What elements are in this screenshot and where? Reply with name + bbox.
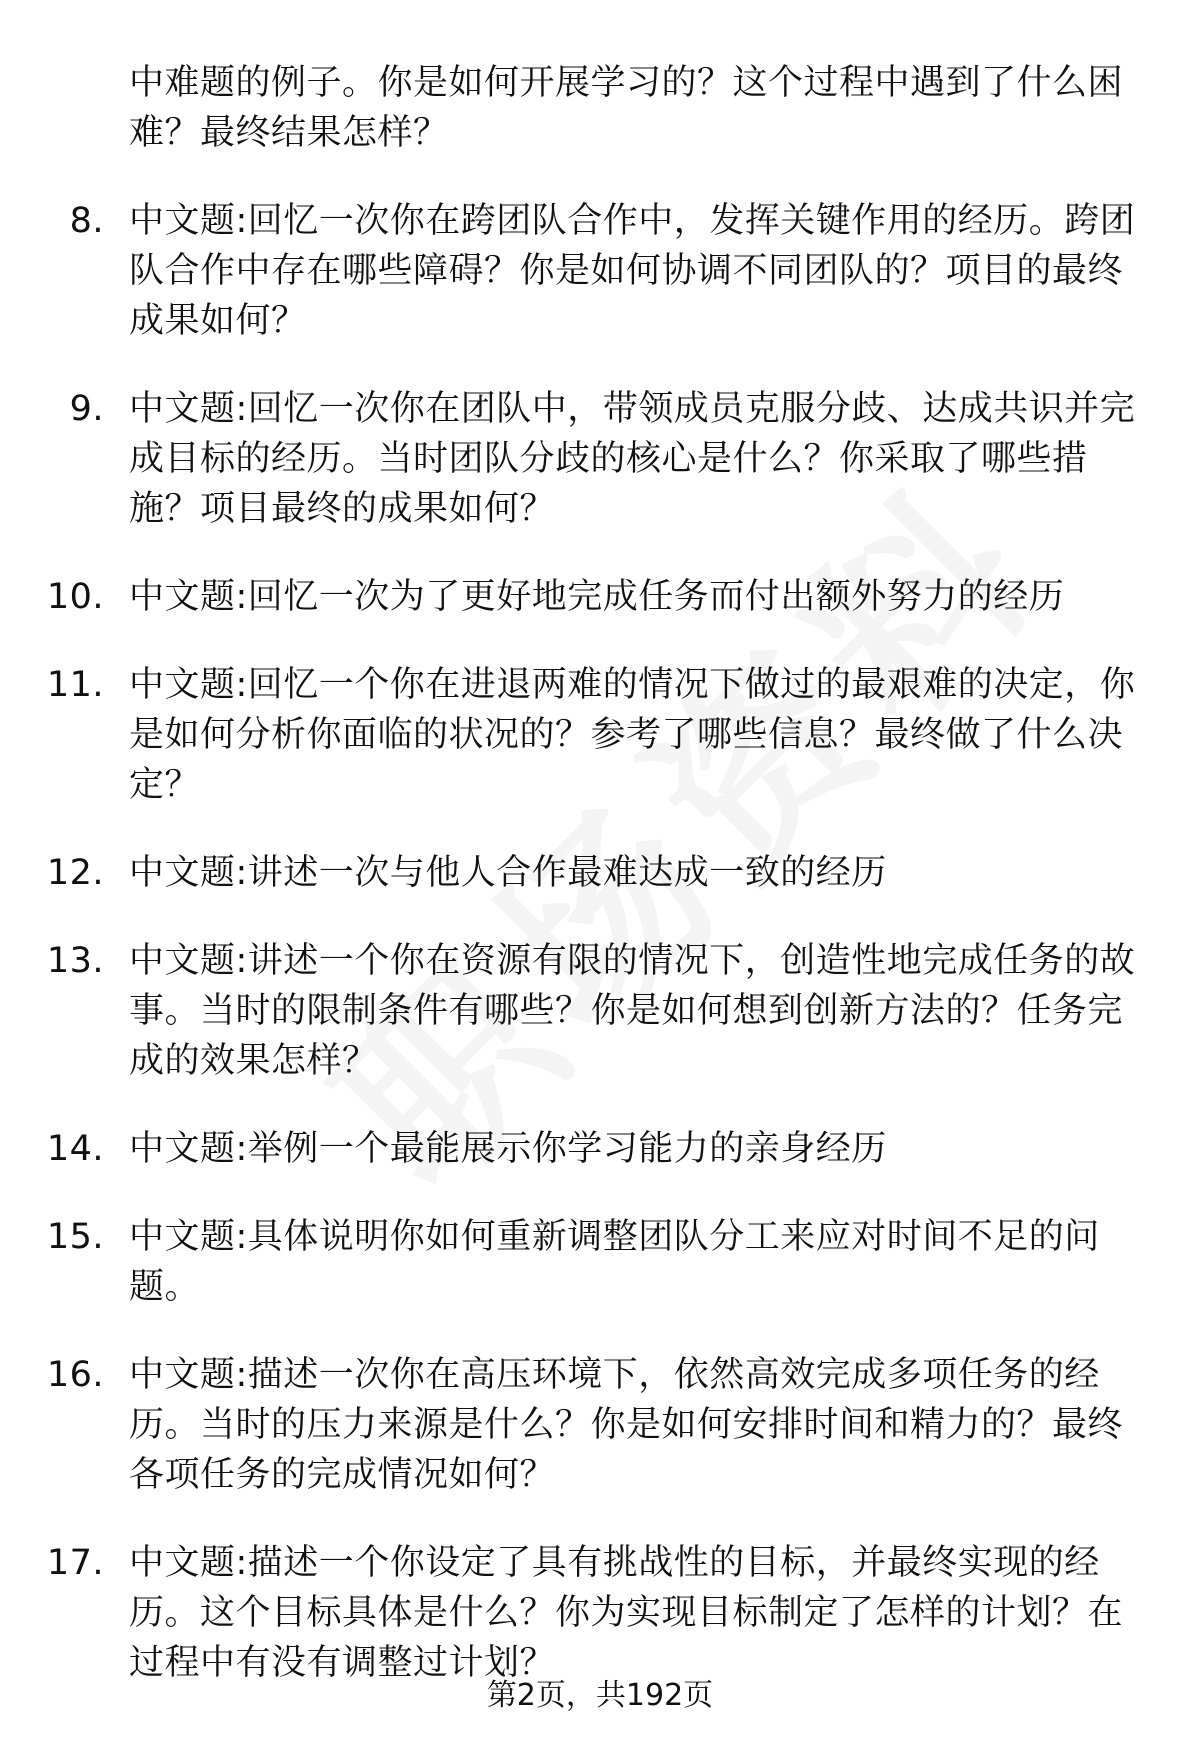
question-text: 中文题:回忆一个你在进退两难的情况下做过的最艰难的决定，你是如何分析你面临的状况的？参考了哪些信息？最终做了什么决定？: [129, 665, 1136, 805]
question-number: 15.: [46, 1217, 104, 1257]
question-item: [0, 384, 1200, 534]
question-text: 中文题:描述一个你设定了具有挑战性的目标，并最终实现的经历。这个目标具体是什么？你为实现目标制定了怎样的计划？在过程中有没有调整过计划？: [129, 1543, 1124, 1683]
question-text: 中文题:具体说明你如何重新调整团队分工来应对时间不足的问题。: [129, 1217, 1100, 1307]
question-text: 中文题:讲述一个你在资源有限的情况下，创造性地完成任务的故事。当时的限制条件有哪些？你是如何想到创新方法的？任务完成的效果怎样？: [129, 941, 1136, 1081]
question-number: 13.: [46, 941, 104, 981]
question-text: 中文题:讲述一次与他人合作最难达成一致的经历: [129, 853, 887, 893]
question-list-section: [0, 58, 1200, 1688]
question-number: 14.: [46, 1129, 104, 1169]
question-number: 9.: [69, 389, 104, 429]
question-text: 中文题:描述一次你在高压环境下，依然高效完成多项任务的经历。当时的压力来源是什么？你是如何安排时间和精力的？最终各项任务的完成情况如何？: [129, 1355, 1124, 1495]
question-item: [0, 1212, 1200, 1312]
question-number: 10.: [46, 577, 104, 617]
question-number: 8.: [69, 201, 104, 241]
page-number-footer: 第2页，共192页: [486, 1678, 714, 1713]
question-list: [0, 196, 1200, 1688]
question-text: 中文题:回忆一次你在团队中，带领成员克服分歧、达成共识并完成目标的经历。当时团队分歧的核心是什么？你采取了哪些措施？项目最终的成果如何？: [129, 389, 1136, 529]
question-item: [0, 196, 1200, 346]
question-number: 11.: [46, 665, 104, 705]
question-number: 16.: [46, 1355, 104, 1395]
question-item: [0, 1124, 1200, 1174]
continued-question-text: 中难题的例子。你是如何开展学习的？这个过程中遇到了什么困难？最终结果怎样？: [129, 63, 1124, 153]
question-item: [0, 1350, 1200, 1500]
question-text: 中文题:举例一个最能展示你学习能力的亲身经历: [129, 1129, 887, 1169]
question-item: [0, 660, 1200, 810]
question-item: [0, 936, 1200, 1086]
question-text: 中文题:回忆一次你在跨团队合作中，发挥关键作用的经历。跨团队合作中存在哪些障碍？你是如何协调不同团队的？项目的最终成果如何？: [129, 201, 1136, 341]
question-item: [0, 572, 1200, 622]
question-number: 12.: [46, 853, 104, 893]
question-number: 17.: [46, 1543, 104, 1583]
question-item: [0, 1538, 1200, 1688]
question-text: 中文题:回忆一次为了更好地完成任务而付出额外努力的经历: [129, 577, 1065, 617]
question-item: [0, 848, 1200, 898]
